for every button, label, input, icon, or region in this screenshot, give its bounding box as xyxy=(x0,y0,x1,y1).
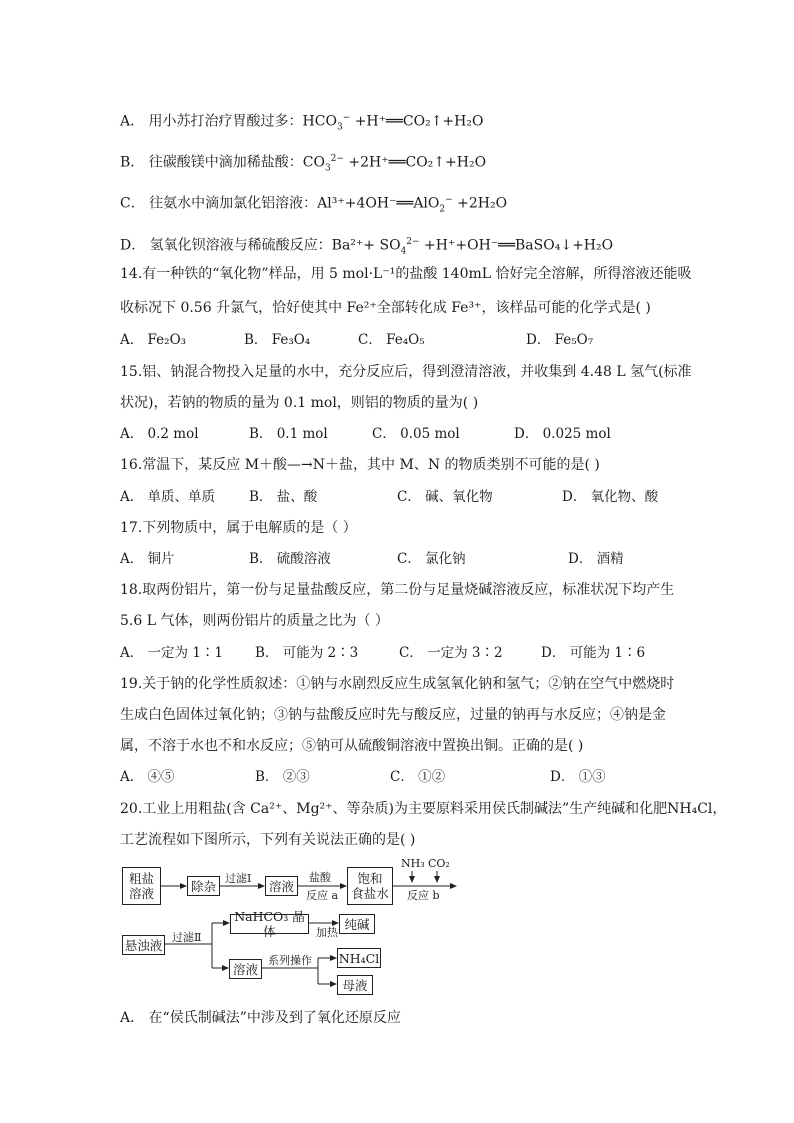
q20-option-a: A． 在“侯氏制碱法”中涉及到了氧化还原反应 xyxy=(120,1010,401,1026)
q18-option-d: D． 可能为 1∶6 xyxy=(541,645,646,661)
label-reaction-b: 反应 b xyxy=(407,889,440,902)
box-solution-2: 溶液 xyxy=(229,959,262,979)
q15-option-d: D． 0.025 mol xyxy=(514,426,611,442)
label-hydrochloric-acid: 盐酸 xyxy=(309,871,331,884)
label-heating: 加热 xyxy=(316,926,338,939)
label-filter-2: 过滤Ⅱ xyxy=(172,931,202,944)
q14-option-b: B． Fe₃O₄ xyxy=(244,332,311,348)
q14-stem-line2: 收标况下 0.56 升氯气，恰好使其中 Fe²⁺全部转化成 Fe³⁺，该样品可能的化学式是( ) xyxy=(120,300,651,316)
q18-stem-line1: 18.取两份铝片，第一份与足量盐酸反应，第二份与足量烧碱溶液反应，标准状况下均产生 xyxy=(120,582,675,598)
q13-option-c: C． 往氨水中滴加氯化铝溶液：Al³⁺+4OH⁻══AlO$_2$− +2H₂O xyxy=(120,195,508,215)
box-solution: 溶液 xyxy=(265,876,298,896)
q14-option-d: D． Fe₅O₇ xyxy=(526,332,594,348)
q18-stem-line2: 5.6 L 气体，则两份铝片的质量之比为（ ） xyxy=(120,613,389,629)
q19-stem-line3: 属，不溶于水也不和水反应；⑤钠可从硫酸铜溶液中置换出铜。正确的是( ) xyxy=(120,738,584,754)
q17-option-a: A． 铜片 xyxy=(120,551,175,567)
q19-option-d: D． ①③ xyxy=(550,769,606,785)
q19-stem-line1: 19.关于钠的化学性质叙述：①钠与水剧烈反应生成氢氧化钠和氢气；②钠在空气中燃烧时 xyxy=(120,676,675,692)
q14-option-c: C． Fe₄O₅ xyxy=(358,332,425,348)
box-mother-liquor: 母液 xyxy=(337,975,373,995)
q15-option-c: C． 0.05 mol xyxy=(372,426,460,442)
q16-stem: 16.常温下，某反应 M＋酸—→N＋盐，其中 M、N 的物质类别不可能的是( ) xyxy=(120,457,600,473)
label-co2: CO₂ xyxy=(428,857,450,870)
q17-stem: 17.下列物质中，属于电解质的是（ ） xyxy=(120,520,357,536)
q16-option-c: C． 碱、氧化物 xyxy=(397,489,493,505)
box-nh4cl: NH₄Cl xyxy=(337,948,381,968)
q17-option-b: B． 硫酸溶液 xyxy=(249,551,331,567)
q20-stem-line1: 20.工业上用粗盐(含 Ca²⁺、Mg²⁺、等杂质)为主要原料采用侯氏制碱法”生产纯碱和化肥NH₄Cl， xyxy=(120,801,727,817)
q14-stem-line1: 14.有一种铁的“氧化物”样品，用 5 mol·L⁻¹的盐酸 140mL 恰好完全溶解，所得溶液还能吸 xyxy=(120,266,692,282)
box-saturated-brine: 饱和 食盐水 xyxy=(347,867,393,905)
q15-option-b: B． 0.1 mol xyxy=(249,426,328,442)
q18-option-b: B． 可能为 2∶3 xyxy=(255,645,359,661)
q18-option-a: A． 一定为 1∶1 xyxy=(120,645,224,661)
q19-stem-line2: 生成白色固体过氧化钠；③钠与盐酸反应时先与酸反应，过量的钠再与水反应；④钠是金 xyxy=(120,707,666,723)
q19-option-c: C． ①② xyxy=(390,769,446,785)
q13-option-d: D． 氢氧化钡溶液与稀硫酸反应：$Ba^{2+}+ SO_4^{2-}$ +H⁺+OH⁻══BaSO₄↓+H₂O xyxy=(120,237,614,257)
q13-option-a: A． 用小苏打治疗胃酸过多：$HCO_3^-$ +H⁺══CO₂↑+H₂O xyxy=(120,113,484,133)
box-nahco3-crystal: NaHCO₃ 晶体 xyxy=(230,914,309,934)
q17-option-c: C． 氯化钠 xyxy=(397,551,466,567)
q19-option-a: A． ④⑤ xyxy=(120,769,175,785)
q14-option-a: A． Fe₂O₃ xyxy=(120,332,187,348)
box-impurity-removal: 除杂 xyxy=(187,876,220,896)
q16-option-b: B． 盐、酸 xyxy=(249,489,318,505)
q13-option-b: B． 往碳酸镁中滴加稀盐酸：$CO_3^{2-}$ +2H⁺══CO₂↑+H₂O xyxy=(120,154,487,174)
q20-stem-line2: 工艺流程如下图所示，下列有关说法正确的是( ) xyxy=(120,832,416,848)
box-crude-salt-solution: 粗盐 溶液 xyxy=(122,867,161,905)
q15-stem-line1: 15.铝、钠混合物投入足量的水中，充分反应后，得到澄清溶液，并收集到 4.48 L 氢气(标准 xyxy=(120,364,692,380)
label-series-operations: 系列操作 xyxy=(268,954,312,967)
q15-option-a: A． 0.2 mol xyxy=(120,426,199,442)
q17-option-d: D． 酒精 xyxy=(568,551,624,567)
q16-option-d: D． 氧化物、酸 xyxy=(562,489,659,505)
label-nh3: NH₃ xyxy=(401,857,425,870)
label-filter-1: 过滤Ⅰ xyxy=(225,872,252,885)
q18-option-c: C． 一定为 3∶2 xyxy=(399,645,503,661)
box-suspension: 悬浊液 xyxy=(122,935,165,955)
box-soda-ash: 纯碱 xyxy=(339,914,375,934)
label-reaction-a: 反应 a xyxy=(306,889,339,902)
q15-stem-line2: 状况)，若钠的物质的量为 0.1 mol，则铝的物质的量为( ) xyxy=(120,395,479,411)
q16-option-a: A． 单质、单质 xyxy=(120,489,216,505)
q19-option-b: B． ②③ xyxy=(255,769,310,785)
